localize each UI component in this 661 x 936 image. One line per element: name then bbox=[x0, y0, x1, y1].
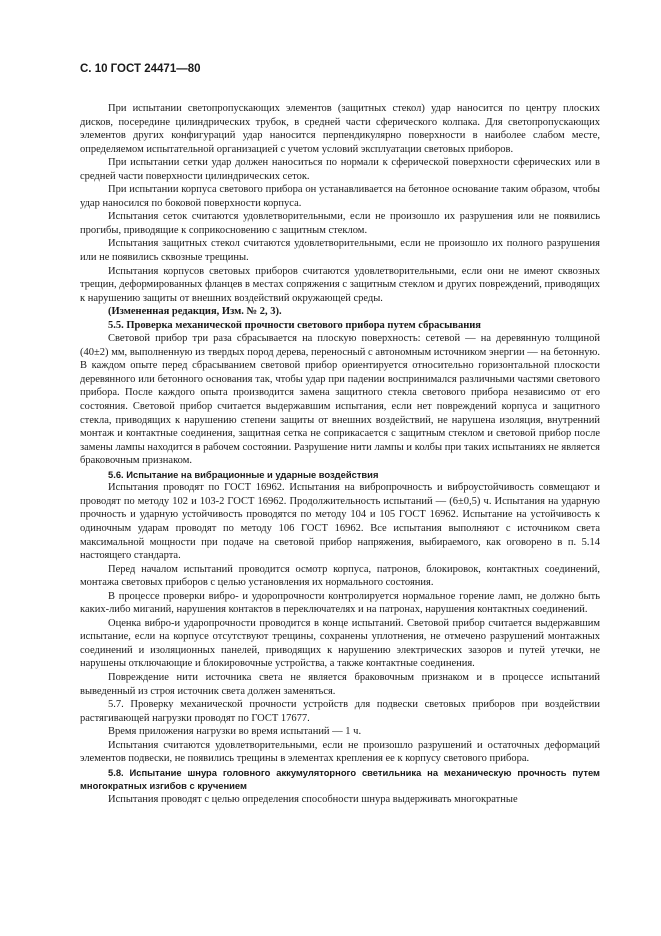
paragraph: При испытании светопропускающих элементов (защитных стекол) удар наносится по центру плоских дисков, посередине цилиндрических трубок, в средней части сферического колпака. Для светопропускающих элементов других конфигураций удар наносится перпендикулярно поверхности в наиболее слабом месте, определяемом испытательной организацией с учетом условий эксплуатации световых приборов. bbox=[80, 103, 600, 155]
paragraph: При испытании сетки удар должен наноситься по нормали к сферической поверхности сферических или в средней части поверхности цилиндрических сеток. bbox=[80, 157, 600, 182]
paragraph: Перед началом испытаний проводится осмотр корпуса, патронов, блокировок, контактных соединений, монтажа световых приборов с целью установления их нормального состояния. bbox=[80, 563, 600, 589]
paragraph: При испытании корпуса светового прибора он устанавливается на бетонное основание таким образом, чтобы удар наносился по боковой поверхности корпуса. bbox=[80, 184, 600, 209]
paragraph: Повреждение нити источника света не является браковочным признаком и в процессе испытаний выведенный из строя источник света должен заменяться. bbox=[80, 671, 600, 697]
paragraph: Испытания считаются удовлетворительными, если не произошло разрушений и остаточных деформаций элементов подвески, не появились трещины в элементах крепления ее к корпусу светового прибора. bbox=[80, 739, 600, 765]
paragraph: Световой прибор три раза сбрасывается на плоскую поверхность: сетевой — на деревянную толщиной (40±2) мм, выполненную из твердых пород дерева, переносный с автономным источником энергии — на бетонную. В каждом опыте перед сбрасыванием световой прибор ориентируется относительно горизонтальной плоскости деревянного или бетонного основания так, чтобы удар при падении воспринимался различными частями светового прибора. После каждого опыта производится замена защитного стекла светового прибора независимо от его состояния. Световой прибор считается выдержавшим испытания, если нет повреждений корпуса и защитного стекла, приводящих к нарушению степени защиты от внешних воздействий, не нарушена изоляция, внутренний монтаж и контактные соединения, защитная сетка не соприкасается с защитным стеклом и световой прибор после замены лампы находится в рабочем состоянии. Разрушение нити лампы и колбы при таких испытаниях не является браковочным признаком. bbox=[80, 333, 600, 467]
paragraph: 5.7. Проверку механической прочности устройств для подвески световых приборов при воздействии растягивающей нагрузки проводят по ГОСТ 17677. bbox=[80, 699, 600, 724]
section-heading-5-5: 5.5. Проверка механической прочности светового прибора путем сбрасывания bbox=[108, 319, 481, 331]
paragraph: В процессе проверки вибро- и удоропрочности контролируется нормальное горение ламп, не должно быть каких-либо миганий, нарушения контактов в переключателях и на патронах, нарушения контактных соединений. bbox=[80, 590, 600, 616]
paragraph: Испытания сеток считаются удовлетворительными, если не произошло их разрушения или не появились прогибы, приводящие к соприкосновению с защитным стеклом. bbox=[80, 211, 600, 236]
paragraph: Испытания корпусов световых приборов считаются удовлетворительными, если они не имеют сквозных трещин, деформированных фланцев в местах сопряжения с защитным стеклом и других повреждений, приводящих к нарушению защиты от внешних воздействий окружающей среды. bbox=[80, 265, 600, 304]
amendment-note: (Измененная редакция, Изм. № 2, 3). bbox=[108, 306, 282, 318]
section-heading-5-6: 5.6. Испытание на вибрационные и ударные воздействия bbox=[108, 468, 379, 480]
document-page bbox=[80, 62, 600, 806]
paragraph: Время приложения нагрузки во время испытаний — 1 ч. bbox=[108, 726, 362, 738]
paragraph: Испытания защитных стекол считаются удовлетворительными, если не произошло их полного разрушения или не появились сквозные трещины. bbox=[80, 238, 600, 264]
section-heading-5-8: 5.8. Испытание шнура головного аккумуляторного светильника на механическую прочность путем многократных изгибов с кручением bbox=[80, 766, 600, 792]
paragraph: Оценка вибро-и ударопрочности проводится в конце испытаний. Световой прибор считается выдержавшим испытание, если на корпусе отсутствуют трещины, сохранены уплотнения, не отмечено разрушений монтажных соединений и изоляционных панелей, приводящих к нарушению электрических зазоров и путей утечки, не нарушены отключающие и блокировочные устройства, а также контактные соединения. bbox=[80, 617, 600, 670]
page-header: С. 10 ГОСТ 24471—80 bbox=[80, 63, 201, 75]
paragraph: Испытания проводят с целью определения способности шнура выдерживать многократные bbox=[108, 793, 518, 805]
paragraph: Испытания проводят по ГОСТ 16962. Испытания на вибропрочность и виброустойчивость совмещают и проводят по методу 102 и 103-2 ГОСТ 16962. Продолжительность испытаний — (6±0,5) ч. Испытания на ударную прочность и ударную устойчивость проводятся по методу 104 и 105 ГОСТ 16962. Испытание на устойчивость к одиночным ударам проводят по методу 106 ГОСТ 16962. Все испытания выполняют с источником света максимальной мощности при подаче на световой прибор напряжения, выбираемого, как оговорено в п. 5.14 настоящего стандарта. bbox=[80, 482, 600, 562]
